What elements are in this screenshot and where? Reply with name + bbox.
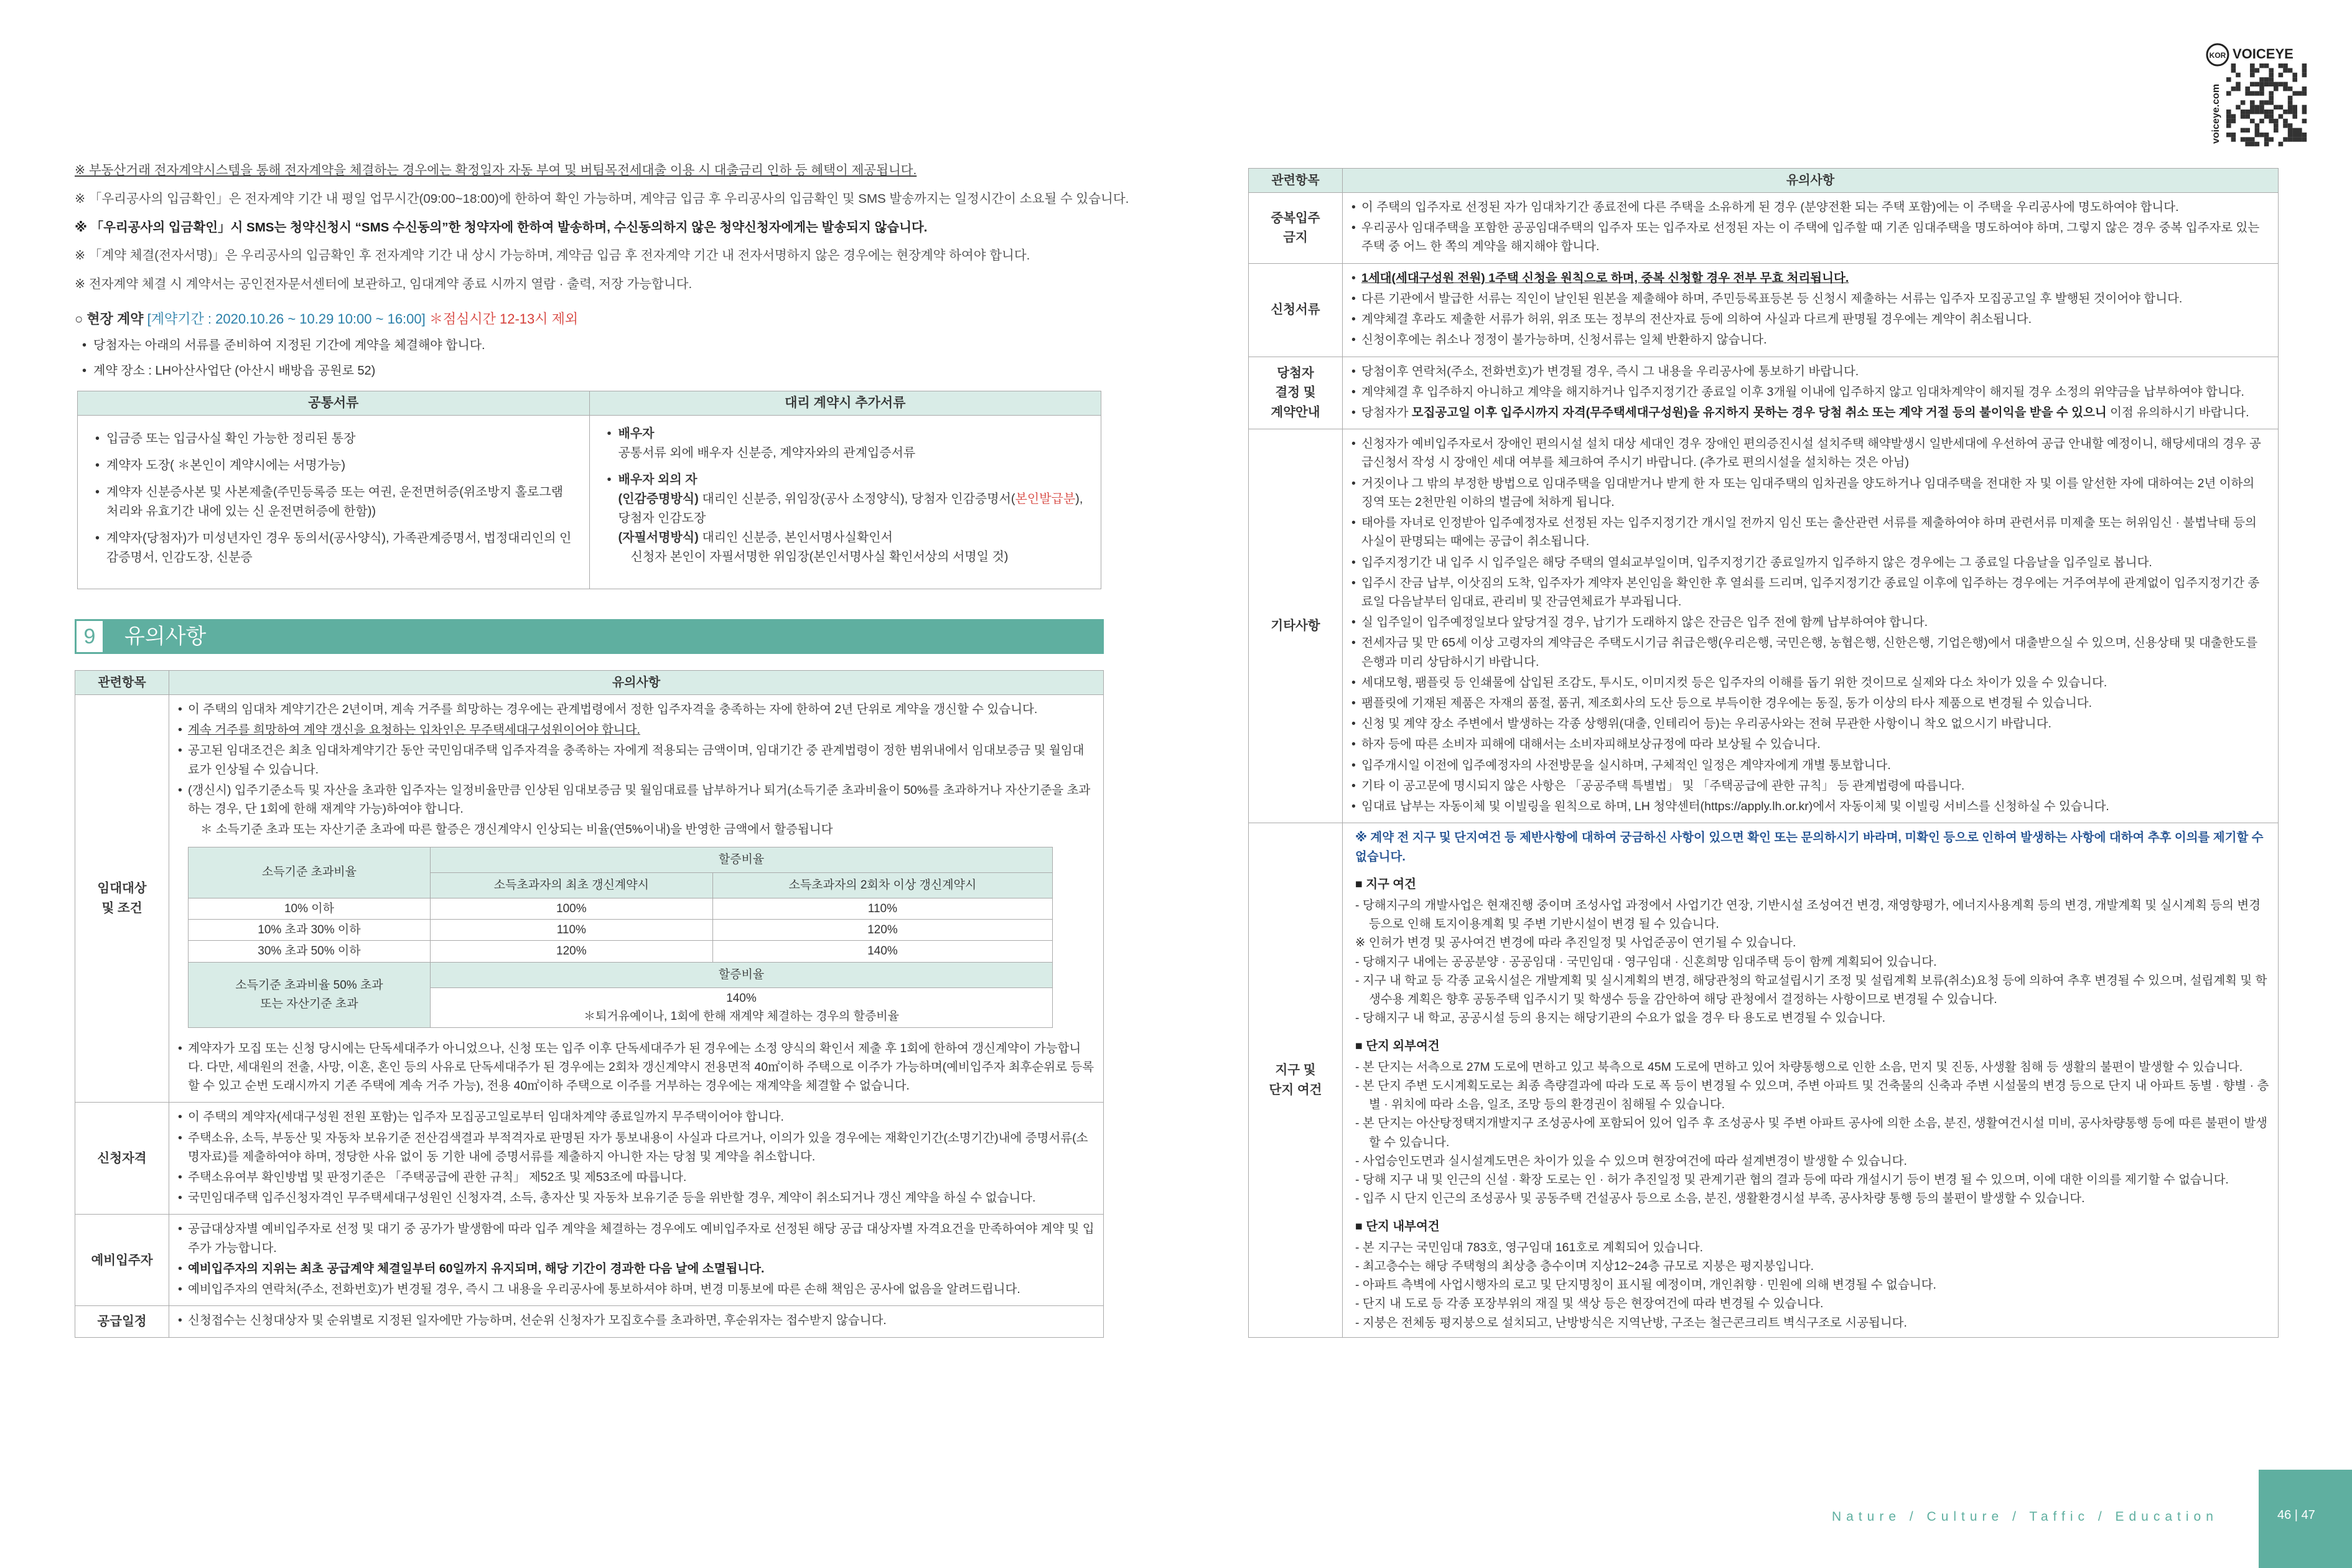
row-label-etc: 기타사항 — [1249, 429, 1343, 823]
row-label-winner: 당첨자 결정 및 계약안내 — [1249, 357, 1343, 429]
area-item: - 지붕은 전체동 평지붕으로 설치되고, 난방방식은 지역난방, 구조는 철근콘크리트 벽식구조로 시공됩니다. — [1355, 1315, 1907, 1330]
etc-item: • 임대료 납부는 자동이체 및 이빌링을 원칙으로 하며, LH 청약센터(https://apply.lh.or.kr)에서 자동이체 및 이빌링 서비스를 신청하실 수 있습니다. — [1361, 797, 2269, 816]
area-item: - 최고층수는 해당 주택형의 최상층 층수이며 지상12~24층 규모로 지붕은 평지붕입니다. — [1355, 1259, 1814, 1273]
site-item: • 당첨자는 아래의 서류를 준비하여 지정된 기간에 계약을 체결해야 합니다. — [93, 336, 1101, 355]
etc-item: • 입주지정기간 내 입주 시 입주일은 해당 주택의 열쇠교부일이며, 입주지정기간 종료일까지 입주하지 않은 경우에는 그 종료일 다음날을 입주일로 봅니다. — [1361, 553, 2269, 572]
page-numbers: 46 | 47 — [2277, 1508, 2315, 1522]
area-item: - 본 단지 주변 도시계획도로는 최종 측량결과에 따라 도로 폭 등이 변경될 수 있으며, 주변 아파트 및 건축물의 신축과 주변 시설물의 변경 등으로 단지 내 아파트 동별 · 향별 · 층별 · 위치에 따라 소음, 일조, 조망 등의 환경권이 침해될 수 있습니다. — [1355, 1078, 2269, 1112]
etc-item: • 실 입주일이 입주예정일보다 앞당겨질 경우, 납기가 도래하지 않은 잔금은 입주 전에 함께 납부하여야 합니다. — [1361, 613, 2269, 632]
note-1: ※ 부동산거래 전자계약시스템을 통해 전자계약을 체결하는 경우에는 확정일자 자동 부여 및 버팀목전세대출 이용 시 대출금리 인하 등 혜택이 제공됩니다. — [75, 163, 917, 177]
voiceye-qr-logo — [2203, 41, 2308, 147]
proxy-docs-cell: • 배우자 공통서류 외에 배우자 신분증, 계약자와의 관계입증서류 • 배우자 외의 자 (인감증명방식) 대리인 신분증, 위임장(공사 소정양식), 당첨자 인감증명서(본인발급분), 당첨자 인감도장 (자필서명방식) 대리인 신분증, 본인서명사실확인서 신청자 본인이 자필서명한 위임장(본인서명사실 확인서상의 서명일 것) — [589, 416, 1101, 589]
site-item: • 계약 장소 : LH아산사업단 (아산시 배방읍 공원로 52) — [93, 362, 1101, 381]
area-item: - 입주 시 단지 인근의 조성공사 및 공동주택 건설공사 등으로 소음, 분진, 생활환경시설 부족, 공사차량 통행 등의 불편이 발생할 수 있습니다. — [1355, 1192, 2085, 1206]
kor-badge: KOR — [2209, 51, 2226, 60]
row-content-application-docs: • 1세대(세대구성원 전원) 1주택 신청을 원칙으로 하며, 중복 신청할 경우 전부 무효 처리됩니다. • 다른 기관에서 발급한 서류는 직인이 날인된 원본을 제출해야 하며, 주민등록표등본 등 신청시 제출하는 서류는 입주자 모집공고일 후 발행된 것이어야 합니다. • 계약체결 후라도 제출한 서류가 허위, 위조 또는 정부의 전산자료 등에 의하여 사실과 다르게 판명될 경우에는 계약이 취소됩니다. • 신청이후에는 취소나 정정이 불가능하며, 신청서류는 일체 반환하지 않습니다. — [1343, 263, 2279, 357]
row-content-duplicate: • 이 주택의 입주자로 선정된 자가 임대차기간 종료전에 다른 주택을 소유하게 된 경우 (분양전환 되는 주택 포함)에는 이 주택을 우리공사에 명도하여야 합니다. • 우리공사 임대주택을 포함한 공공임대주택의 입주자 또는 입주자로 선정된 자는 이 주택에 입주할 때 기존 임대주택을 명도하여야 하며, 그렇지 않은 경우 중복 입주자로 있는 주택 중 어느 한 쪽의 계약을 해지해야 합니다. — [1343, 193, 2279, 264]
area-item: - 본 단지는 아산탕정택지개발지구 조성공사에 포함되어 있어 입주 후 조성공사 및 주변 아파트 공사에 의한 소음, 분진, 생활여건시설 미비, 공사차량통행 등에 따른 불편이 발생할 수 있습니다. — [1355, 1116, 2267, 1149]
area-item: - 당해지구 내 학교, 공공시설 등의 용지는 해당기관의 수요가 없을 경우 타 용도로 변경될 수 있습니다. — [1355, 1011, 1886, 1025]
row-content-qualification: • 이 주택의 계약자(세대구성원 전원 포함)는 입주자 모집공고일로부터 임대차계약 종료일까지 무주택이어야 합니다. • 주택소유, 소득, 부동산 및 자동차 보유기준 전산검색결과 부적격자로 판명된 자가 통보내용이 사실과 다르거나, 이의가 있을 경우에는 재확인기간(소명기간)내에 증명서류(소명자료)를 제출하여야 하며, 정당한 사유 없이 동 기한 내에 증명서류를 제출하지 아니한 자는 당첨 및 계약을 취소합니다. • 주택소유여부 확인방법 및 판정기준은 「주택공급에 관한 규칙」 제52조 및 제53조에 따릅니다. • 국민임대주택 입주신청자격인 무주택세대구성원인 신청자격, 소득, 총자산 및 자동차 보유기준 등을 위반할 경우, 계약이 취소되거나 갱신 계약을 하실 수 없습니다. — [169, 1103, 1104, 1215]
section-title-bar — [75, 619, 1104, 654]
etc-item: • 거짓이나 그 밖의 부정한 방법으로 임대주택을 임대받거나 받게 한 자 또는 임대주택의 임차권을 양도하거나 임대주택을 전대한 자 및 이를 알선한 자에 대하여는 2년 이하의 징역 또는 2천만원 이하의 벌금에 처하게 됩니다. — [1361, 474, 2269, 511]
etc-item: • 태아를 자녀로 인정받아 입주예정자로 선정된 자는 입주지정기간 개시일 전까지 임신 또는 출산관련 서류를 제출하여야 하며 관련서류 미제출 또는 허위임신 · 불법낙태 등의 사실이 판명되는 때에는 공급이 취소됩니다. — [1361, 513, 2269, 551]
brand-text: VOICEYE — [2233, 46, 2294, 62]
col-common-docs: 공통서류 — [78, 391, 590, 416]
area-item: - 본 단지는 서측으로 27M 도로에 면하고 있고 북측으로 45M 도로에 면하고 있어 차량통행으로 인한 소음, 먼지 및 진동, 사생활 침해 등 생활의 불편이 발생할 수 있습니다. — [1355, 1060, 2243, 1074]
row-label-application-docs: 신청서류 — [1249, 263, 1343, 357]
area-item: - 본 지구는 국민임대 783호, 영구임대 161호로 계획되어 있습니다. — [1355, 1240, 1703, 1254]
area-lead: ※ 계약 전 지구 및 단지여건 등 제반사항에 대하여 궁금하신 사항이 있으면 확인 또는 문의하시기 바라며, 미확인 등으로 인하여 발생하는 사항에 대하여 추후 이의를 제기할 수 없습니다. — [1355, 831, 2264, 864]
area-item: - 지구 내 학교 등 각종 교육시설은 개발계획 및 실시계획의 변경, 해당관청의 학교설립시기 조정 및 설립계획 보류(취소)요청 등에 의하여 추후 변경될 수 있으며, 설립계획 및 학생수용 계획은 향후 공동주택 입주시기 및 학생수 등을 감안하여 해당 관청에서 결정하는 사항이므로 변경될 수 있습니다. — [1355, 973, 2267, 1007]
etc-item: • 전세자금 및 만 65세 이상 고령자의 계약금은 주택도시기금 취급은행(우리은행, 국민은행, 농협은행, 신한은행, 기업은행)에서 대출받으실 수 있으며, 신용상태 및 대출한도를 은행과 미리 상담하시기 바랍니다. — [1361, 633, 2269, 671]
etc-item: • 하자 등에 따른 소비자 피해에 대해서는 소비자피해보상규정에 따라 보상될 수 있습니다. — [1361, 735, 2269, 754]
area-item: - 당해지구의 개발사업은 현재진행 중이며 조성사업 과정에서 사업기간 연장, 기반시설 조성여건 변경, 재영향평가, 에너지사용계획 등의 변경, 개발계획 및 실시계획 등의 변경 등으로 인해 토지이용계획 및 주변 기반시설이 변경 될 수 있습니다. — [1355, 898, 2261, 931]
surcharge-table: 소득기준 초과비율 할증비율 소득초과자의 최초 갱신계약시 소득초과자의 2회차 이상 갱신계약시 10% 이하 100% 110% 10% 초과 30% 이하 110% 120% 30% 초과 50% 이하 120% 140% 소득기준 초과비율 50% 초과 또는 자산기준 초과 할증비율 140% ＊퇴거유예이나, 1회에 한해 재계약 체결하는 경우의 할증비율 — [188, 847, 1053, 1028]
etc-item: • 팸플릿에 기재된 제품은 자재의 품절, 품귀, 제조회사의 도산 등으로 부득이한 경우에는 동질, 동가 이상의 타사 제품으로 변경될 수 있습니다. — [1361, 694, 2269, 712]
row-label-waitlist: 예비입주자 — [75, 1215, 169, 1306]
row-content-area: ※ 계약 전 지구 및 단지여건 등 제반사항에 대하여 궁금하신 사항이 있으면 확인 또는 문의하시기 바라며, 미확인 등으로 인하여 발생하는 사항에 대하여 추후 이의를 제기할 수 없습니다. ■ 지구 여건 - 당해지구의 개발사업은 현재진행 중이며 조성사업 과정에서 사업기간 연장, 기반시설 조성여건 변경, 재영향평가, 에너지사용계획 등의 변경, 개발계획 및 실시계획 등의 변경 등으로 인해 토지이용계획 및 주변 기반시설이 변경 될 수 있습니다. ※ 인허가 변경 및 공사여건 변경에 따라 추진일정 및 사업준공이 연기될 수 있습니다. - 당해지구 내에는 공공분양 · 공공임대 · 국민임대 · 영구임대 · 신혼희망 임대주택 등이 함께 계획되어 있습니다. - 지구 내 학교 등 각종 교육시설은 개발계획 및 실시계획의 변경, 해당관청의 학교설립시기 조정 및 설립계획 보류(취소)요청 등에 의하여 추후 변경될 수 있으며, 설립계획 및 학생수용 계획은 향후 공동주택 입주시기 및 학생수 등을 감안하여 해당 관청에서 결정하는 사항이므로 변경될 수 있습니다. - 당해지구 내 학교, 공공시설 등의 용지는 해당기관의 수요가 없을 경우 타 용도로 변경될 수 있습니다. ■ 단지 외부여건 - 본 단지는 서측으로 27M 도로에 면하고 있고 북측으로 45M 도로에 면하고 있어 차량통행으로 인한 소음, 먼지 및 진동, 사생활 침해 등 생활의 불편이 발생할 수 있습니다. - 본 단지 주변 도시계획도로는 최종 측량결과에 따라 도로 폭 등이 변경될 수 있으며, 주변 아파트 및 건축물의 신축과 주변 시설물의 변경 등으로 단지 내 아파트 동별 · 향별 · 층별 · 위치에 따라 소음, 일조, 조망 등의 환경권이 침해될 수 있습니다. - 본 단지는 아산탕정택지개발지구 조성공사에 포함되어 있어 입주 후 조성공사 및 주변 아파트 공사에 의한 소음, 분진, 생활여건시설 미비, 공사차량통행 등에 따른 불편이 발생할 수 있습니다. - 사업승인도면과 실시설계도면은 차이가 있을 수 있으며 현장여건에 따라 설계변경이 발생할 수 있습니다. - 당해 지구 내 및 인근의 신설 · 확장 도로는 인 · 허가 추진일정 및 관계기관 협의 결과 등에 따라 개설시기 등이 변경 될 수 있으며, 이에 대한 이의를 제기할 수 없습니다. - 입주 시 단지 인근의 조성공사 및 공동주택 건설공사 등으로 소음, 분진, 생활환경시설 부족, 공사차량 통행 등의 불편이 발생할 수 있습니다. ■ 단지 내부여건 - 본 지구는 국민임대 783호, 영구임대 161호로 계획되어 있습니다. - 최고층수는 해당 주택형의 최상층 층수이며 지상12~24층 규모로 지붕은 평지붕입니다. - 아파트 측벽에 사업시행자의 로고 및 단지명칭이 표시될 예정이며, 개인취향 · 민원에 의해 변경될 수 없습니다. - 단지 내 도로 등 각종 포장부위의 재질 및 색상 등은 현장여건에 따라 변경될 수 있습니다. - 지붕은 전체동 평지붕으로 설치되고, 난방방식은 지역난방, 구조는 철근콘크리트 벽식구조로 시공됩니다. — [1343, 823, 2279, 1337]
row-label-area: 지구 및 단지 여건 — [1249, 823, 1343, 1337]
area-item: - 당해 지구 내 및 인근의 신설 · 확장 도로는 인 · 허가 추진일정 및 관계기관 협의 결과 등에 따라 개설시기 등이 변경 될 수 있으며, 이에 대한 이의를 제기할 수 없습니다. — [1355, 1173, 2229, 1187]
row-label-lease: 임대대상 및 조건 — [75, 695, 169, 1103]
row-content-lease: • 이 주택의 임대차 계약기간은 2년이며, 계속 거주를 희망하는 경우에는 관계법령에서 정한 입주자격을 충족하는 자에 한하여 2년 단위로 계약을 갱신할 수 있습니다. • 계속 거주를 희망하여 계약 갱신을 요청하는 입차인은 무주택세대구성원이어야 합니다. • 공고된 임대조건은 최초 임대차계약기간 동안 국민임대주택 입주자격을 충족하는 자에게 적용되는 금액이며, 임대기간 중 관계법령이 정한 범위내에서 임대보증금 및 월임대료가 인상될 수 있습니다. • (갱신시) 입주기준소득 및 자산을 초과한 입주자는 일정비율만큼 인상된 임대보증금 및 월임대료를 납부하거나 퇴거(소득기준 초과비율이 50%를 초과하거나 자산기준을 초과하는 경우, 단 1회에 한해 재계약 가능)하여야 합니다. ＊ 소득기준 초과 또는 자산기준 초과에 따른 할증은 갱신계약시 인상되는 비율(연5%이내)을 반영한 금액에서 할증됩니다 소득기준 초과비율 할증비율 소득초과자의 최초 갱신계약시 소득초과자의 2회차 이상 갱신계약시 10% 이하 100% 110% 10% 초과 30% 이하 110% 120% 30% 초과 50% 이하 120% 140% 소득기준 초과비율 50% 초과 또는 자산기준 초과 할증비율 140% ＊퇴거유예이나, 1회에 한해 재계약 체결하는 경우의 할증비율 • 계약자가 모집 또는 신청 당시에는 단독세대주가 아니었으나, 신청 또는 입주 이후 단독세대주가 된 경우에는 소정 양식의 확인서 제출 후 1회에 한하여 갱신계약이 가능합니다. 다만, 세대원의 전출, 사망, 이혼, 혼인 등의 사유로 단독세대주가 된 경우에는 2회차 갱신계약시 전용면적 40㎡이하 주택으로 이주가 가능하며(예비입주자 최후순위로 등록할 수 있고 순번 도래시까지 기존 주택에 계속 거주 가능), 전용 40㎡이하 주택으로 이주를 거부하는 경우에는 재계약을 체결할 수 없습니다. — [169, 695, 1104, 1103]
site-contract-heading: ○ 현장 계약 [계약기간 : 2020.10.26 ~ 10.29 10:00 ~ 16:00] ＊점심시간 12-13시 제외 — [75, 311, 579, 327]
note-4: ※ 「계약 체결(전자서명)」은 우리공사의 입금확인 후 전자계약 기간 내 상시 가능하며, 계약금 입금 후 전자계약 기간 내 전자서명하지 않은 경우에는 현장계약 하여야 합니다. — [75, 248, 1030, 263]
notice-table-right: 관련항목 유의사항 중복입주 금지 • 이 주택의 입주자로 선정된 자가 임대차기간 종료전에 다른 주택을 소유하게 된 경우 (분양전환 되는 주택 포함)에는 이 주택을 우리공사에 명도하여야 합니다. • 우리공사 임대주택을 포함한 공공임대주택의 입주자 또는 입주자로 선정된 자는 이 주택에 입주할 때 기존 임대주택을 명도하여야 하며, 그렇지 않은 경우 중복 입주자로 있는 주택 중 어느 한 쪽의 계약을 해지해야 합니다. 신청서류 • 1세대(세대구성원 전원) 1주택 신청을 원칙으로 하며, 중복 신청할 경우 전부 무효 처리됩니다. • 다른 기관에서 발급한 서류는 직인이 날인된 원본을 제출해야 하며, 주민등록표등본 등 신청시 제출하는 서류는 입주자 모집공고일 후 발행된 것이어야 합니다. • 계약체결 후라도 제출한 서류가 허위, 위조 또는 정부의 전산자료 등에 의하여 사실과 다르게 판명될 경우에는 계약이 취소됩니다. • 신청이후에는 취소나 정정이 불가능하며, 신청서류는 일체 반환하지 않습니다. 당첨자 결정 및 계약안내 • 당첨이후 연락처(주소, 전화번호)가 변경될 경우, 즉시 그 내용을 우리공사에 통보하기 바랍니다. • 계약체결 후 입주하지 아니하고 계약을 해지하거나 입주지정기간 종료일 이후 3개월 이내에 입주하지 않고 임대차계약이 해지될 경우 소정의 위약금을 납부하여야 합니다. • 당첨자가 모집공고일 이후 입주시까지 자격(무주택세대구성원)을 유지하지 못하는 경우 당첨 취소 또는 계약 거절 등의 불이익을 받을 수 있으니 이점 유의하시기 바랍니다. 기타사항 • 신청자가 예비입주자로서 장애인 편의시설 설치 대상 세대인 경우 장애인 편의증진시설 설치주택 해약발생시 일반세대에 우선하여 공급 안내할 예정이니, 해당세대의 경우 공급신청서 작성 시 장애인 세대 여부를 체크하여 주시기 바랍니다. (추가로 편의시설을 설치하는 것은 아님) • 거짓이나 그 밖의 부정한 방법으로 임대주택을 임대받거나 받게 한 자 또는 임대주택의 임차권을 양도하거나 임대주택을 전대한 자 및 이를 알선한 자에 대하여는 2년 이하의 징역 또는 2천만원 이하의 벌금에 처하게 됩니다. • 태아를 자녀로 인정받아 입주예정자로 선정된 자는 입주지정기간 개시일 전까지 임신 또는 출산관련 서류를 제출하여야 하며 관련서류 미제출 또는 허위임신 · 불법낙태 등의 사실이 판명되는 때에는 공급이 취소됩니다. • 입주지정기간 내 입주 시 입주일은 해당 주택의 열쇠교부일이며, 입주지정기간 종료일까지 입주하지 않은 경우에는 그 종료일 다음날을 입주일로 봅니다. • 입주시 잔금 납부, 이삿짐의 도착, 입주자가 계약자 본인임을 확인한 후 열쇠를 드리며, 입주지정기간 종료일 이후에 입주하는 경우에는 거주여부에 관계없이 입주지정기간 종료일 다음날부터 임대료, 관리비 및 잔금연체료가 부과됩니다. • 실 입주일이 입주예정일보다 앞당겨질 경우, 납기가 도래하지 않은 잔금은 입주 전에 함께 납부하여야 합니다. • 전세자금 및 만 65세 이상 고령자의 계약금은 주택도시기금 취급은행(우리은행, 국민은행, 농협은행, 신한은행, 기업은행)에서 대출받으실 수 있으며, 신용상태 및 대출한도를 은행과 미리 상담하시기 바랍니다. • 세대모형, 팸플릿 등 인쇄물에 삽입된 조감도, 투시도, 이미지컷 등은 입주자의 이해를 돕기 위한 것이므로 실제와 다소 차이가 있을 수 있습니다. • 팸플릿에 기재된 제품은 자재의 품절, 품귀, 제조회사의 도산 등으로 부득이한 경우에는 동질, 동가 이상의 타사 제품으로 변경될 수 있습니다. • 신청 및 계약 장소 주변에서 발생하는 각종 상행위(대출, 인테리어 등)는 우리공사와는 전혀 무관한 사항이니 착오 없으시기 바랍니다. • 하자 등에 따른 소비자 피해에 대해서는 소비자피해보상규정에 따라 보상될 수 있습니다. • 입주개시일 이전에 입주예정자의 사전방문을 실시하며, 구체적인 일정은 계약자에게 개별 통보합니다. • 기타 이 공고문에 명시되지 않은 사항은 「공공주택 특별법」 및 「주택공급에 관한 규칙」 등 관계법령에 따릅니다. • 임대료 납부는 자동이체 및 이빌링을 원칙으로 하며, LH 청약센터(https://apply.lh.or.kr)에서 자동이체 및 이빌링 서비스를 신청하실 수 있습니다. 지구 및 단지 여건 ※ 계약 전 지구 및 단지여건 등 제반사항에 대하여 궁금하신 사항이 있으면 확인 또는 문의하시기 바라며, 미확인 등으로 인하여 발생하는 사항에 대하여 추후 이의를 제기할 수 없습니다. ■ 지구 여건 - 당해지구의 개발사업은 현재진행 중이며 조성사업 과정에서 사업기간 연장, 기반시설 조성여건 변경, 재영향평가, 에너지사용계획 등의 변경, 개발계획 및 실시계획 등의 변경 등으로 인해 토지이용계획 및 주변 기반시설이 변경 될 수 있습니다. ※ 인허가 변경 및 공사여건 변경에 따라 추진일정 및 사업준공이 연기될 수 있습니다. - 당해지구 내에는 공공분양 · 공공임대 · 국민임대 · 영구임대 · 신혼희망 임대주택 등이 함께 계획되어 있습니다. - 지구 내 학교 등 각종 교육시설은 개발계획 및 실시계획의 변경, 해당관청의 학교설립시기 조정 및 설립계획 보류(취소)요청 등에 의하여 추후 변경될 수 있으며, 설립계획 및 학생수용 계획은 향후 공동주택 입주시기 및 학생수 등을 감안하여 해당 관청에서 결정하는 사항이므로 변경될 수 있습니다. - 당해지구 내 학교, 공공시설 등의 용지는 해당기관의 수요가 없을 경우 타 용도로 변경될 수 있습니다. ■ 단지 외부여건 - 본 단지는 서측으로 27M 도로에 면하고 있고 북측으로 45M 도로에 면하고 있어 차량통행으로 인한 소음, 먼지 및 진동, 사생활 침해 등 생활의 불편이 발생할 수 있습니다. - 본 단지 주변 도시계획도로는 최종 측량결과에 따라 도로 폭 등이 변경될 수 있으며, 주변 아파트 및 건축물의 신축과 주변 시설물의 변경 등으로 단지 내 아파트 동별 · 향별 · 층별 · 위치에 따라 소음, 일조, 조망 등의 환경권이 침해될 수 있습니다. - 본 단지는 아산탕정택지개발지구 조성공사에 포함되어 있어 입주 후 조성공사 및 주변 아파트 공사에 의한 소음, 분진, 생활여건시설 미비, 공사차량통행 등에 따른 불편이 발생할 수 있습니다. - 사업승인도면과 실시설계도면은 차이가 있을 수 있으며 현장여건에 따라 설계변경이 발생할 수 있습니다. - 당해 지구 내 및 인근의 신설 · 확장 도로는 인 · 허가 추진일정 및 관계기관 협의 결과 등에 따라 개설시기 등이 변경 될 수 있으며, 이에 대한 이의를 제기할 수 없습니다. - 입주 시 단지 인근의 조성공사 및 공동주택 건설공사 등으로 소음, 분진, 생활환경시설 부족, 공사차량 통행 등의 불편이 발생할 수 있습니다. ■ 단지 내부여건 - 본 지구는 국민임대 783호, 영구임대 161호로 계획되어 있습니다. - 최고층수는 해당 주택형의 최상층 층수이며 지상12~24층 규모로 지붕은 평지붕입니다. - 아파트 측벽에 사업시행자의 로고 및 단지명칭이 표시될 예정이며, 개인취향 · 민원에 의해 변경될 수 없습니다. - 단지 내 도로 등 각종 포장부위의 재질 및 색상 등은 현장여건에 따라 변경될 수 있습니다. - 지붕은 전체동 평지붕으로 설치되고, 난방방식은 지역난방, 구조는 철근콘크리트 벽식구조로 시공됩니다. — [1248, 168, 2279, 1338]
area-item: - 단지 내 도로 등 각종 포장부위의 재질 및 색상 등은 현장여건에 따라 변경될 수 있습니다. — [1355, 1297, 1824, 1311]
section-number: 9 — [75, 619, 105, 654]
etc-item: • 신청자가 예비입주자로서 장애인 편의시설 설치 대상 세대인 경우 장애인 편의증진시설 설치주택 해약발생시 일반세대에 우선하여 공급 안내할 예정이니, 해당세대의 경우 공급신청서 작성 시 장애인 세대 여부를 체크하여 주시기 바랍니다. (추가로 편의시설을 설치하는 것은 아님) — [1361, 434, 2269, 472]
note-5: ※ 전자계약 체결 시 계약서는 공인전자문서센터에 보관하고, 임대계약 종료 시까지 열람 · 출력, 저장 가능합니다. — [75, 277, 693, 292]
area-item: - 사업승인도면과 실시설계도면은 차이가 있을 수 있으며 현장여건에 따라 설계변경이 발생할 수 있습니다. — [1355, 1154, 1907, 1168]
row-label-qualification: 신청자격 — [75, 1103, 169, 1215]
note-3: ※ 「우리공사의 입금확인」시 SMS는 청약신청시 “SMS 수신동의”한 청약자에 한하여 발송하며, 수신동의하지 않은 청약신청자에게는 발송되지 않습니다. — [75, 220, 928, 235]
etc-item: • 입주개시일 이전에 입주예정자의 사전방문을 실시하며, 구체적인 일정은 계약자에게 개별 통보합니다. — [1361, 756, 2269, 775]
vertical-url: voiceye.com — [2211, 83, 2221, 144]
notice-table-left: 관련항목 유의사항 임대대상 및 조건 • 이 주택의 임대차 계약기간은 2년이며, 계속 거주를 희망하는 경우에는 관계법령에서 정한 입주자격을 충족하는 자에 한하여 2년 단위로 계약을 갱신할 수 있습니다. • 계속 거주를 희망하여 계약 갱신을 요청하는 입차인은 무주택세대구성원이어야 합니다. • 공고된 임대조건은 최초 임대차계약기간 동안 국민임대주택 입주자격을 충족하는 자에게 적용되는 금액이며, 임대기간 중 관계법령이 정한 범위내에서 임대보증금 및 월임대료가 인상될 수 있습니다. • (갱신시) 입주기준소득 및 자산을 초과한 입주자는 일정비율만큼 인상된 임대보증금 및 월임대료를 납부하거나 퇴거(소득기준 초과비율이 50%를 초과하거나 자산기준을 초과하는 경우, 단 1회에 한해 재계약 가능)하여야 합니다. ＊ 소득기준 초과 또는 자산기준 초과에 따른 할증은 갱신계약시 인상되는 비율(연5%이내)을 반영한 금액에서 할증됩니다 소득기준 초과비율 할증비율 소득초과자의 최초 갱신계약시 소득초과자의 2회차 이상 갱신계약시 10% 이하 100% 110% 10% 초과 30% 이하 110% 120% 30% 초과 50% 이하 120% 140% 소득기준 초과비율 50% 초과 또는 자산기준 초과 할증비율 140% ＊퇴거유예이나, 1회에 한해 재계약 체결하는 경우의 할증비율 • 계약자가 모집 또는 신청 당시에는 단독세대주가 아니었으나, 신청 또는 입주 이후 단독세대주가 된 경우에는 소정 양식의 확인서 제출 후 1회에 한하여 갱신계약이 가능합니다. 다만, 세대원의 전출, 사망, 이혼, 혼인 등의 사유로 단독세대주가 된 경우에는 2회차 갱신계약시 전용면적 40㎡이하 주택으로 이주가 가능하며(예비입주자 최후순위로 등록할 수 있고 순번 도래시까지 기존 주택에 계속 거주 가능), 전용 40㎡이하 주택으로 이주를 거부하는 경우에는 재계약을 체결할 수 없습니다. 신청자격 • 이 주택의 계약자(세대구성원 전원 포함)는 입주자 모집공고일로부터 임대차계약 종료일까지 무주택이어야 합니다. • 주택소유, 소득, 부동산 및 자동차 보유기준 전산검색결과 부적격자로 판명된 자가 통보내용이 사실과 다르거나, 이의가 있을 경우에는 재확인기간(소명기간)내에 증명서류(소명자료)를 제출하여야 하며, 정당한 사유 없이 동 기한 내에 증명서류를 제출하지 아니한 자는 당첨 및 계약을 취소합니다. • 주택소유여부 확인방법 및 판정기준은 「주택공급에 관한 규칙」 제52조 및 제53조에 따릅니다. • 국민임대주택 입주신청자격인 무주택세대구성원인 신청자격, 소득, 총자산 및 자동차 보유기준 등을 위반할 경우, 계약이 취소되거나 갱신 계약을 하실 수 없습니다. 예비입주자 • 공급대상자별 예비입주자로 선정 및 대기 중 공가가 발생함에 따라 입주 계약을 체결하는 경우에도 예비입주자로 선정된 해당 공급 대상자별 자격요건을 만족하여야 계약 및 입주가 가능합니다. • 예비입주자의 지위는 최초 공급계약 체결일부터 60일까지 유지되며, 해당 기간이 경과한 다음 날에 소멸됩니다. • 예비입주자의 연락처(주소, 전화번호)가 변경될 경우, 즉시 그 내용을 우리공사에 통보하셔야 하며, 변경 미통보에 따른 손해 책임은 공사에 없음을 알려드립니다. 공급일정 • 신청접수는 신청대상자 및 순위별로 지정된 일자에만 가능하며, 선순위 신청자가 모집호수를 초과하면, 후순위자는 접수받지 않습니다. — [75, 670, 1104, 1338]
col-proxy-docs: 대리 계약시 추가서류 — [589, 391, 1101, 416]
common-docs-cell: • 입금증 또는 입금사실 확인 가능한 정리된 통장 • 계약자 도장( ＊본인이 계약시에는 서명가능) • 계약자 신분증사본 및 사본제출(주민등록증 또는 여권, 운전면허증(위조방지 홀로그램 처리와 유효기간 내에 있는 신 운전면허증에 한함)) • 계약자(당첨자)가 미성년자인 경우 동의서(공사양식), 가족관계증명서, 법정대리인의 인감증명서, 인감도장, 신분증 — [78, 416, 590, 589]
notes-block — [75, 161, 1129, 303]
note-2: ※ 「우리공사의 입금확인」은 전자계약 기간 내 평일 업무시간(09:00~18:00)에 한하여 확인 가능하며, 계약금 입금 후 우리공사의 입금확인 및 SMS 발송까지는 일정시간이 소요될 수 있습니다. — [75, 191, 1129, 206]
etc-item: • 세대모형, 팸플릿 등 인쇄물에 삽입된 조감도, 투시도, 이미지컷 등은 입주자의 이해를 돕기 위한 것이므로 실제와 다소 차이가 있을 수 있습니다. — [1361, 673, 2269, 692]
row-content-schedule: • 신청접수는 신청대상자 및 순위별로 지정된 일자에만 가능하며, 선순위 신청자가 모집호수를 초과하면, 후순위자는 접수받지 않습니다. — [169, 1306, 1104, 1337]
etc-item: • 신청 및 계약 장소 주변에서 발생하는 각종 상행위(대출, 인테리어 등)는 우리공사와는 전혀 무관한 사항이니 착오 없으시기 바랍니다. — [1361, 714, 2269, 733]
section-title: 유의사항 — [124, 625, 207, 648]
etc-item: • 기타 이 공고문에 명시되지 않은 사항은 「공공주택 특별법」 및 「주택공급에 관한 규칙」 등 관계법령에 따릅니다. — [1361, 777, 2269, 795]
row-content-winner: • 당첨이후 연락처(주소, 전화번호)가 변경될 경우, 즉시 그 내용을 우리공사에 통보하기 바랍니다. • 계약체결 후 입주하지 아니하고 계약을 해지하거나 입주지정기간 종료일 이후 3개월 이내에 입주하지 않고 임대차계약이 해지될 경우 소정의 위약금을 납부하여야 합니다. • 당첨자가 모집공고일 이후 입주시까지 자격(무주택세대구성원)을 유지하지 못하는 경우 당첨 취소 또는 계약 거절 등의 불이익을 받을 수 있으니 이점 유의하시기 바랍니다. — [1343, 357, 2279, 429]
footer-tagline: Nature / Culture / Taffic / Education — [1832, 1510, 2218, 1524]
area-item: - 당해지구 내에는 공공분양 · 공공임대 · 국민임대 · 영구임대 · 신혼희망 임대주택 등이 함께 계획되어 있습니다. — [1355, 954, 1937, 969]
row-label-duplicate: 중복입주 금지 — [1249, 193, 1343, 264]
documents-table — [77, 391, 1101, 589]
etc-item: • 입주시 잔금 납부, 이삿짐의 도착, 입주자가 계약자 본인임을 확인한 후 열쇠를 드리며, 입주지정기간 종료일 이후에 입주하는 경우에는 거주여부에 관계없이 입주지정기간 종료일 다음날부터 임대료, 관리비 및 잔금연체료가 부과됩니다. — [1361, 574, 2269, 611]
area-item: ※ 인허가 변경 및 공사여건 변경에 따라 추진일정 및 사업준공이 연기될 수 있습니다. — [1355, 936, 1796, 950]
area-item: - 아파트 측벽에 사업시행자의 로고 및 단지명칭이 표시될 예정이며, 개인취향 · 민원에 의해 변경될 수 없습니다. — [1355, 1278, 1936, 1292]
site-contract — [75, 309, 1101, 387]
row-content-waitlist: • 공급대상자별 예비입주자로 선정 및 대기 중 공가가 발생함에 따라 입주 계약을 체결하는 경우에도 예비입주자로 선정된 해당 공급 대상자별 자격요건을 만족하여야 계약 및 입주가 가능합니다. • 예비입주자의 지위는 최초 공급계약 체결일부터 60일까지 유지되며, 해당 기간이 경과한 다음 날에 소멸됩니다. • 예비입주자의 연락처(주소, 전화번호)가 변경될 경우, 즉시 그 내용을 우리공사에 통보하셔야 하며, 변경 미통보에 따른 손해 책임은 공사에 없음을 알려드립니다. — [169, 1215, 1104, 1306]
row-content-etc — [1343, 429, 2279, 823]
row-label-schedule: 공급일정 — [75, 1306, 169, 1337]
